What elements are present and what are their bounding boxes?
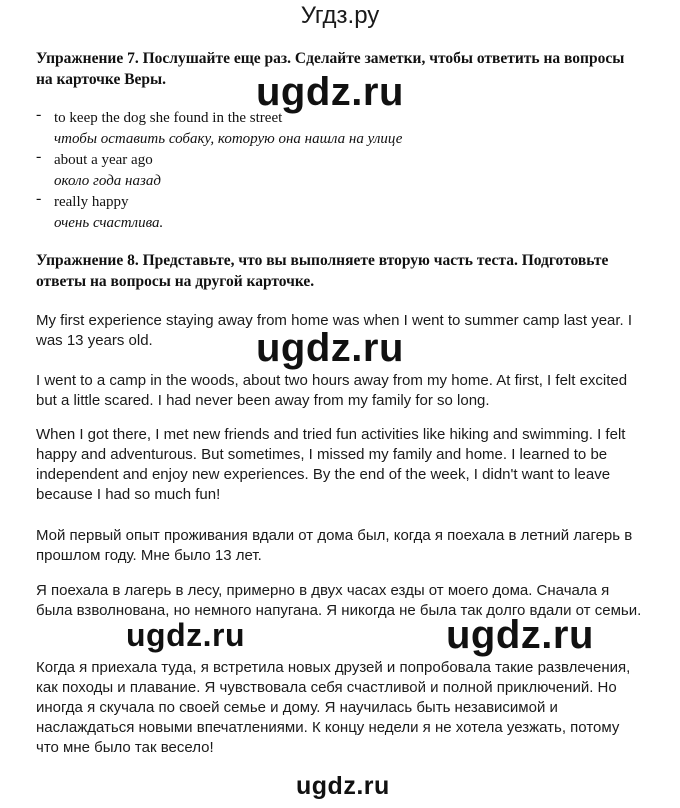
answer-russian: около года назад bbox=[54, 173, 161, 189]
watermark: ugdz.ru bbox=[446, 613, 594, 657]
answer-english: about a year ago bbox=[54, 152, 153, 168]
paragraph-ru-1: Мой первый опыт проживания вдали от дома был, когда я поехала в летний лагерь в прошлом году. Мне было 13 лет. bbox=[36, 527, 633, 564]
dash-icon: - bbox=[36, 106, 42, 123]
exercise-7-answers bbox=[36, 108, 636, 234]
watermark: ugdz.ru bbox=[296, 772, 390, 800]
answer-item bbox=[36, 192, 636, 234]
paragraph-en-3: When I got there, I met new friends and tried fun activities like hiking and swimming. I felt happy and adventurous. But sometimes, I missed my family and home. I learned to be independent and enjoy new experiences. By the end of the week, I didn't want to leave because I had so much fun! bbox=[36, 426, 626, 503]
watermark: ugdz.ru bbox=[126, 617, 246, 653]
dash-icon: - bbox=[36, 190, 42, 207]
answer-russian: очень счастлива. bbox=[54, 215, 164, 231]
paragraph-en-1: My first experience staying away from home was when I went to summer camp last year. I was 13 years old. bbox=[36, 312, 633, 349]
answer-item bbox=[36, 150, 636, 192]
paragraph-ru-3: Когда я приехала туда, я встретила новых друзей и попробовала такие развлечения, как походы и плавание. Я чувствовала себя счастливой и полной приключений. Но иногда я скучала по своей семье и дому. Я научилась быть независимой и наслаждаться новыми впечатлениями. К концу недели я не хотела уезжать, потому что мне было так весело! bbox=[36, 659, 631, 756]
answer-english: to keep the dog she found in the street bbox=[54, 110, 283, 126]
answer-russian: чтобы оставить собаку, которую она нашла на улице bbox=[54, 131, 403, 147]
exercise-8-heading: Упражнение 8. Представьте, что вы выполняете вторую часть теста. Подготовьте ответы на вопросы на другой карточке. bbox=[36, 252, 609, 290]
site-header-title: Угдз.ру bbox=[300, 2, 380, 29]
paragraph-ru-2: Я поехала в лагерь в лесу, примерно в двух часах езды от моего дома. Сначала я была взволнована, но немного напугана. Я никогда не была так долго вдали от семьи. bbox=[36, 582, 642, 619]
watermark: ugdz.ru bbox=[256, 70, 404, 114]
watermark: ugdz.ru bbox=[256, 326, 404, 370]
exercise-7-heading: Упражнение 7. Послушайте еще раз. Сделайте заметки, чтобы ответить на вопросы на карточке Веры. bbox=[36, 50, 625, 88]
dash-icon: - bbox=[36, 148, 42, 165]
answer-english: really happy bbox=[54, 194, 129, 210]
paragraph-en-2: I went to a camp in the woods, about two hours away from my home. At first, I felt excited but a little scared. I had never been away from my family for so long. bbox=[36, 372, 628, 409]
